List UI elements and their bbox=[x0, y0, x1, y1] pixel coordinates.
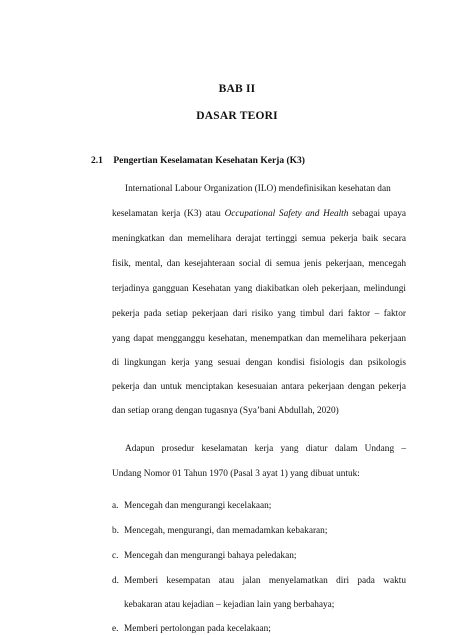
chapter-title: DASAR TEORI bbox=[196, 110, 278, 122]
paragraph-line: Undang Nomor 01 Tahun 1970 (Pasal 3 ayat 1) yang dibuat untuk: bbox=[112, 469, 360, 479]
paragraph-line: di lingkungan kerja yang sesuai dengan kondisi fisiologis dan psikologis bbox=[112, 358, 406, 368]
list-marker: c. bbox=[112, 551, 119, 561]
paragraph-line bbox=[112, 208, 406, 220]
list-marker: d. bbox=[112, 576, 119, 586]
list-item bbox=[112, 525, 406, 537]
list-item bbox=[112, 550, 406, 562]
paragraph-line: pekerja dan untuk menciptakan kesesuaian antara pekerjaan dengan pekerja bbox=[112, 382, 406, 392]
list-item-text: Mencegah, mengurangi, dan memadamkan kebakaran; bbox=[124, 526, 328, 536]
list-item-continuation: kebakaran atau kejadian – kejadian lain yang berbahaya; bbox=[124, 600, 335, 610]
chapter-heading: BAB II bbox=[218, 83, 256, 95]
section-heading bbox=[91, 156, 305, 166]
text-run: keselamatan kerja (K3) atau bbox=[112, 209, 225, 219]
paragraph-line: Adapun prosedur keselamatan kerja yang diatur dalam Undang – bbox=[125, 444, 406, 454]
paragraph-line: terjadinya gangguan Kesehatan yang diakibatkan oleh pekerjaan, melindungi bbox=[112, 284, 406, 294]
paragraph-line: fisik, mental, dan kesejahteraan social di semua jenis pekerjaan, mencegah bbox=[112, 259, 406, 269]
section-title: Pengertian Keselamatan Kesehatan Kerja (K3) bbox=[113, 156, 305, 166]
paragraph-line: International Labour Organization (ILO) mendefinisikan kesehatan dan bbox=[125, 184, 391, 194]
paragraph-line: meningkatkan dan memelihara derajat tertinggi semua pekerja baik secara bbox=[112, 234, 406, 244]
list-item bbox=[112, 623, 406, 635]
paragraph-line: dan setiap orang dengan tugasnya (Sya’bani Abdullah, 2020) bbox=[112, 406, 339, 416]
italic-term: Occupational Safety and Health bbox=[224, 209, 349, 219]
list-marker: e. bbox=[112, 624, 119, 634]
paragraph-line: pekerja pada setiap pekerjaan dari risiko yang timbul dari faktor – faktor bbox=[112, 309, 406, 319]
text-run: sebagai upaya bbox=[348, 209, 406, 219]
list-item-text: Mencegah dan mengurangi bahaya peledakan; bbox=[124, 551, 297, 561]
section-number: 2.1 bbox=[91, 156, 103, 166]
list-marker: a. bbox=[112, 501, 119, 511]
list-marker: b. bbox=[112, 526, 119, 536]
list-item bbox=[112, 500, 406, 512]
list-item bbox=[112, 575, 406, 587]
list-item-text: Memberi pertolongan pada kecelakaan; bbox=[124, 624, 271, 634]
paragraph-line: yang dapat mengganggu kesehatan, menempatkan dan memelihara pekerjaan bbox=[112, 334, 406, 344]
list-item-text: Mencegah dan mengurangi kecelakaan; bbox=[124, 501, 272, 511]
list-item-text: Memberi kesempatan atau jalan menyelamatkan diri pada waktu bbox=[124, 576, 406, 586]
